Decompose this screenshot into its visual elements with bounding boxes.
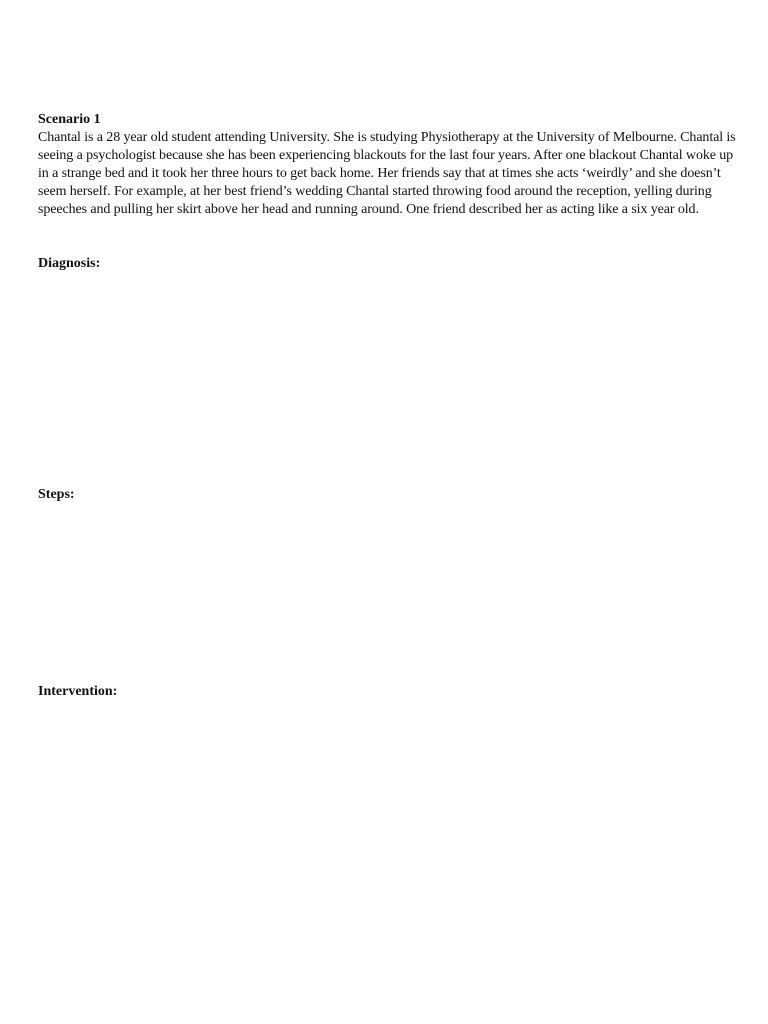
diagnosis-heading: Diagnosis: [38, 256, 101, 271]
scenario-description: Chantal is a 28 year old student attending University. She is studying Physiotherapy at the University of Melbourne. Chantal is seeing a psychologist because she has been experiencing blackouts for the last four years. After one blackout Chantal woke up in a strange bed and it took her three hours to get back home. Her friends say that at times she acts ‘weirdly’ and she doesn’t seem herself. For example, at her best friend’s wedding Chantal started throwing food around the reception, yelling during speeches and pulling her skirt above her head and running around. One friend described her as acting like a six year old. [38, 130, 736, 217]
scenario-block [38, 111, 738, 219]
steps-heading: Steps: [38, 487, 75, 502]
intervention-heading: Intervention: [38, 684, 118, 699]
scenario-title: Scenario 1 [38, 112, 101, 127]
